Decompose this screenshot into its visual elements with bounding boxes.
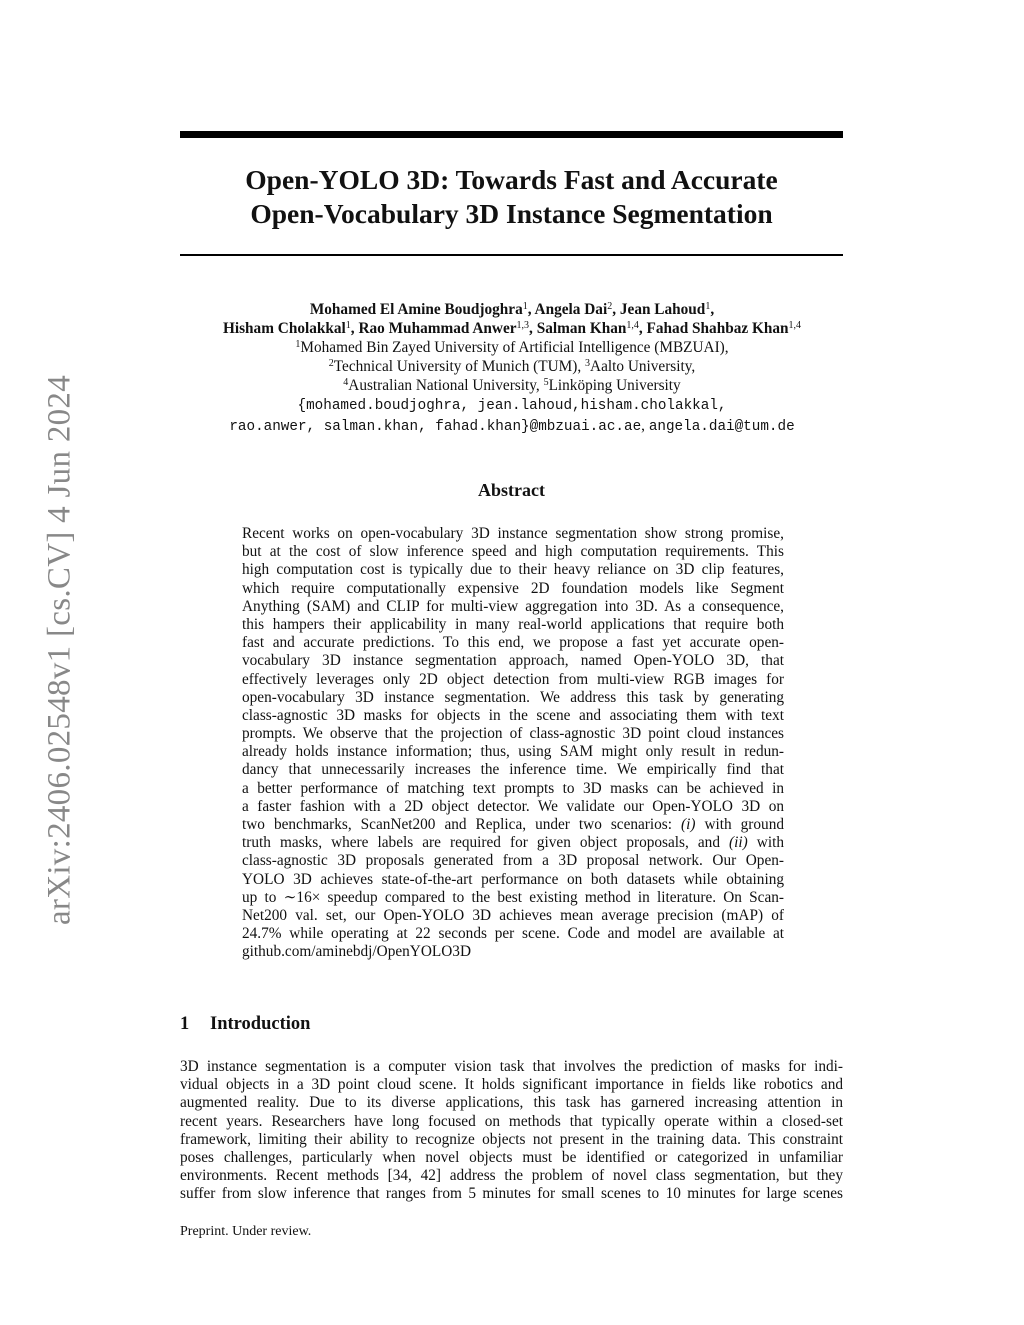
- author-name: Fahad Shahbaz Khan: [646, 320, 789, 337]
- introduction-body: [180, 1058, 843, 1204]
- author-line-1: Mohamed El Amine Boudjoghra$^1$, Angela Dai$^2$, Jean Lahoud$^1$,: [309, 301, 715, 318]
- preprint-footer: Preprint. Under review.: [180, 1224, 312, 1239]
- body-line: recent years. Researchers have long focused on methods that typically operate within a closed-set: [180, 1112, 843, 1130]
- code-link[interactable]: github.com/aminebdj/OpenYOLO3D: [242, 943, 471, 961]
- abstract-line: but at the cost of slow inference speed and high computation requirements. This: [242, 543, 784, 561]
- section-number: 1: [180, 1014, 190, 1034]
- abstract-line: class-agnostic 3D proposals generated from a 3D proposal network. Our Open-: [242, 852, 784, 870]
- arxiv-identifier: arXiv:2406.02548v1 [cs.CV] 4 Jun 2024: [41, 374, 78, 926]
- email-address: angela.dai@tum.de: [648, 419, 795, 435]
- affil-mark: 1: [295, 339, 301, 350]
- author-line-2: Hisham Cholakkal$^1$, Rao Muhammad Anwer$^{1,3}$, Salman Khan$^{1,4}$, Fahad Shahbaz Khan$^{1,4}$: [222, 320, 802, 337]
- title-bottom-rule: [180, 254, 843, 256]
- body-line: environments. Recent methods [34, 42] address the problem of novel class segmentation, but they: [180, 1167, 843, 1185]
- author-name: Salman Khan: [536, 320, 627, 337]
- abstract-line: already holds instance information; thus, using SAM might only result in redun-: [242, 743, 784, 761]
- abstract-line: vocabulary 3D instance segmentation approach, named Open-YOLO 3D, that: [242, 652, 784, 670]
- affiliation-line-2: [150, 357, 874, 376]
- email-list: {mohamed.boudjoghra, jean.lahoud,hisham.cholakkal,: [297, 398, 727, 414]
- abstract-line: fast and accurate predictions. To this end, we propose a fast yet accurate open-: [242, 634, 784, 652]
- affiliation: Linköping University: [548, 377, 681, 394]
- section-heading-introduction: [180, 1014, 310, 1035]
- affiliation: Technical University of Munich (TUM),: [333, 358, 586, 375]
- email-list: rao.anwer, salman.khan, fahad.khan}@mbzuai.ac.ae: [229, 419, 642, 435]
- section-title: Introduction: [210, 1014, 311, 1034]
- author-affil-mark: 1,3: [516, 320, 530, 331]
- abstract-line: Anything (SAM) and CLIP for multi-view aggregation into 3D. As a consequence,: [242, 597, 784, 615]
- abstract-line: open-vocabulary 3D instance segmentation. We address this task by generating: [242, 688, 784, 706]
- affil-mark: 3: [585, 358, 591, 369]
- abstract-line: Net200 val. set, our Open-YOLO 3D achieves mean average precision (mAP) of: [242, 906, 784, 924]
- paper-title: [180, 163, 843, 231]
- author-name: Rao Muhammad Anwer: [358, 320, 517, 337]
- email-separator: ,: [641, 417, 649, 434]
- author-affil-mark: 1,4: [788, 320, 802, 331]
- abstract-line: YOLO 3D achieves state-of-the-art performance on both datasets while obtaining: [242, 870, 784, 888]
- abstract-line: high computation cost is typically due to their heavy reliance on 3D clip features,: [242, 561, 784, 579]
- body-line: poses challenges, particularly when novel objects must be identified or categorized in unfamiliar: [180, 1148, 843, 1166]
- abstract-line: Recent works on open-vocabulary 3D instance segmentation show strong promise,: [242, 525, 784, 542]
- author-affil-mark: 2: [607, 301, 613, 312]
- title-line-2: Open-Vocabulary 3D Instance Segmentation: [250, 198, 773, 229]
- affiliation: Aalto University,: [590, 358, 696, 375]
- affil-mark: 4: [343, 377, 349, 388]
- author-block: [150, 300, 874, 437]
- author-affil-mark: 1: [345, 320, 351, 331]
- author-name: Mohamed El Amine Boudjoghra: [309, 301, 523, 318]
- abstract-line: a better performance of matching text prompts to 3D masks can be achieved in: [242, 779, 784, 797]
- abstract-line: dancy that unnecessarily increases the inference time. We empirically find that: [242, 761, 784, 779]
- body-line: vidual objects in a 3D point cloud scene. It holds significant importance in fields like robotics and: [180, 1076, 843, 1094]
- abstract-line: truth masks, where labels are required for given object proposals, and (ii) with: [242, 834, 784, 852]
- abstract-line: which require computationally expensive 2D foundation models like Segment: [242, 579, 784, 597]
- body-line: framework, limiting their ability to recognize objects not present in the training data. This constraint: [180, 1130, 843, 1148]
- affiliation: Australian National University,: [348, 377, 544, 394]
- abstract-line: this hampers their applicability in many real-world applications that require both: [242, 615, 784, 633]
- affil-mark: 2: [328, 358, 334, 369]
- abstract-line: two benchmarks, ScanNet200 and Replica, under two scenarios: (i) with ground: [242, 816, 784, 833]
- abstract-line: effectively leverages only 2D object detection from multi-view RGB images for: [242, 670, 784, 688]
- email-line-2: [150, 416, 874, 437]
- abstract-line: a faster fashion with a 2D object detector. We validate our Open-YOLO 3D on: [242, 797, 784, 815]
- abstract-line: 24.7% while operating at 22 seconds per scene. Code and model are available at: [242, 925, 784, 943]
- author-name: Jean Lahoud: [619, 301, 706, 318]
- author-name: Hisham Cholakkal: [222, 320, 346, 337]
- affiliation: Mohamed Bin Zayed University of Artificial Intelligence (MBZUAI),: [300, 339, 729, 356]
- author-affil-mark: 1: [705, 301, 711, 312]
- affiliation-line-3: [150, 376, 874, 395]
- title-line-1: Open-YOLO 3D: Towards Fast and Accurate: [245, 164, 778, 195]
- abstract-line: class-agnostic 3D masks for objects in the scene and associating them with text: [242, 706, 784, 724]
- affiliation-line-1: [150, 338, 874, 357]
- abstract-line: prompts. We observe that the projection of class-agnostic 3D point cloud instances: [242, 725, 784, 743]
- abstract-line: up to ∼16× speedup compared to the best existing method in literature. On Scan-: [242, 888, 784, 906]
- abstract-heading: Abstract: [478, 480, 545, 500]
- author-affil-mark: 1,4: [626, 320, 639, 331]
- affil-mark: 5: [543, 377, 549, 388]
- body-line: suffer from slow inference that ranges from 5 minutes for small scenes to 10 minutes for large scenes: [180, 1185, 843, 1203]
- title-top-rule: [180, 131, 843, 138]
- email-line-1: [150, 395, 874, 416]
- body-line: augmented reality. Due to its diverse applications, this task has garnered increasing attention in: [180, 1094, 843, 1112]
- author-name: Angela Dai: [534, 301, 608, 318]
- abstract-body: [242, 525, 784, 962]
- body-line: 3D instance segmentation is a computer vision task that involves the prediction of masks for indi-: [180, 1058, 843, 1075]
- author-affil-mark: 1: [522, 301, 528, 312]
